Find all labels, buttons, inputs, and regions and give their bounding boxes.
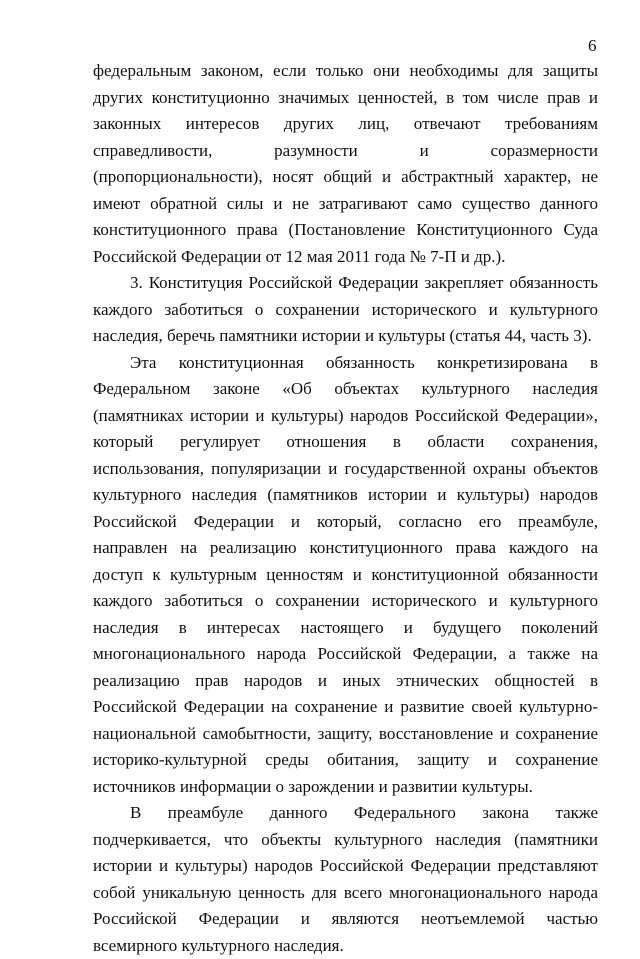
paragraph-article-3: 3. Конституция Российской Федерации закрепляет обязанность каждого заботиться о сохранении исторического и культурного наследия, беречь памятники истории и культуры (статья 44, часть 3). <box>93 273 598 345</box>
paragraph-preamble: В преамбуле данного Федерального закона также подчеркивается, что объекты культурного наследия (памятники истории и культуры) народов Российской Федерации представляют собой уникальную ценность для всего многонационального народа Российской Федерации и являются неотъемлемой частью всемирного культурного наследия. <box>93 803 598 955</box>
paragraph-federal-law: Эта конституционная обязанность конкретизирована в Федеральном законе «Об объектах культурного наследия (памятниках истории и культуры) народов Российской Федерации», который регулирует отношения в области сохранения, использования, популяризации и государственной охраны объектов культурного наследия (памятников истории и культуры) народов Российской Федерации и который, согласно его преамбуле, направлен на реализацию конституционного права каждого на доступ к культурным ценностям и конституционной обязанности каждого заботиться о сохранении исторического и культурного наследия в интересах настоящего и будущего поколений многонационального народа Российской Федерации, а также на реализацию прав народов и иных этнических общностей в Российской Федерации на сохранение и развитие своей культурно-национальной самобытности, защиту, восстановление и сохранение историко-культурной среды обитания, защиту и сохранение источников информации о зарождении и развитии культуры. <box>93 352 598 796</box>
page-number: 6 <box>588 36 597 55</box>
paragraph-continuation: федеральным законом, если только они необходимы для защиты других конституционно значимых ценностей, в том числе прав и законных интересов других лиц, отвечают требованиям справедливости, разумности и соразмерности (пропорциональности), носят общий и абстрактный характер, не имеют обратной силы и не затрагивают само существо данного конституционного права (Постановление Конституционного Суда Российской Федерации от 12 мая 2011 года № 7-П и др.). <box>93 61 598 266</box>
document-body <box>93 58 598 959</box>
